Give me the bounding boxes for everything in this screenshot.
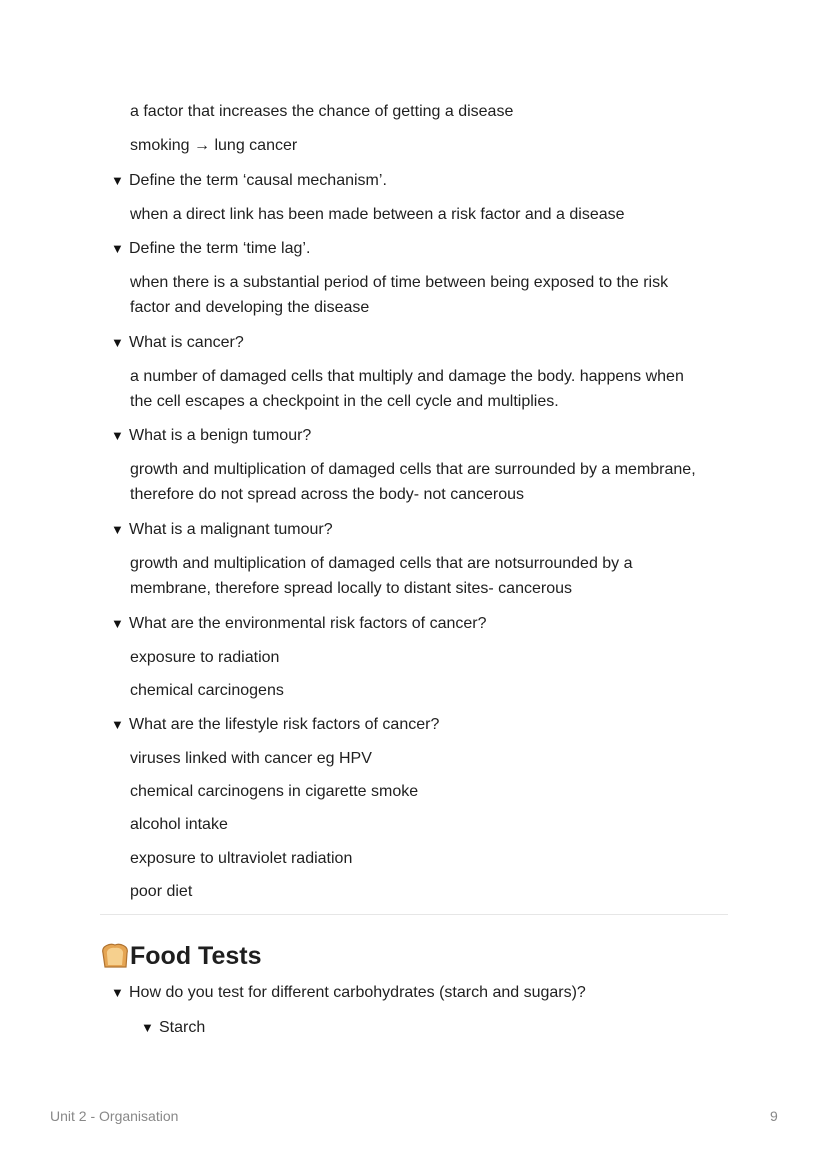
toggle-label: Define the term ‘time lag’. [129, 240, 311, 257]
answer-text: chemical carcinogens [130, 682, 284, 699]
toggle-label: Define the term ‘causal mechanism’. [129, 172, 387, 189]
answer-text: when there is a substantial period of time between being exposed to the risk [130, 274, 669, 291]
answer-text: when a direct link has been made between a risk factor and a disease [130, 206, 625, 223]
toggle-label: What is cancer? [129, 334, 244, 351]
answer-text: poor diet [130, 883, 193, 900]
answer-text: a factor that increases the chance of getting a disease [130, 103, 514, 120]
answer-text: a number of damaged cells that multiply and damage the body. happens when [130, 368, 684, 385]
bread-icon [100, 941, 130, 969]
footer-document-title: Unit 2 - Organisation [50, 1108, 179, 1124]
toggle-label: How do you test for different carbohydrates (starch and sugars)? [129, 984, 586, 1001]
answer-text: membrane, therefore spread locally to distant sites- cancerous [130, 580, 572, 597]
triangle-down-icon[interactable]: ▼ [111, 428, 124, 443]
answer-text: the cell escapes a checkpoint in the cell cycle and multiplies. [130, 393, 559, 410]
answer-text: factor and developing the disease [130, 299, 370, 316]
toggle-label: What is a benign tumour? [129, 427, 312, 444]
toggle-carbohydrate-tests[interactable] [111, 980, 586, 1005]
triangle-down-icon[interactable]: ▼ [111, 717, 124, 732]
toggle-what-is-cancer[interactable] [111, 330, 244, 355]
answer-text: smoking → lung cancer [130, 137, 298, 154]
toggle-environmental-risk-factors[interactable] [111, 611, 487, 636]
answer-text: exposure to ultraviolet radiation [130, 850, 353, 867]
toggle-starch[interactable] [141, 1015, 205, 1040]
toggle-causal-mechanism[interactable] [111, 168, 387, 193]
section-heading-text: Food Tests [130, 942, 262, 970]
triangle-down-icon[interactable]: ▼ [111, 985, 124, 1000]
triangle-down-icon[interactable]: ▼ [141, 1020, 154, 1035]
toggle-label: What are the environmental risk factors of cancer? [129, 615, 487, 632]
toggle-label: What are the lifestyle risk factors of cancer? [129, 716, 440, 733]
triangle-down-icon[interactable]: ▼ [111, 335, 124, 350]
triangle-down-icon[interactable]: ▼ [111, 616, 124, 631]
triangle-down-icon[interactable]: ▼ [111, 241, 124, 256]
answer-text: therefore do not spread across the body- not cancerous [130, 486, 525, 503]
answer-text: growth and multiplication of damaged cells that are notsurrounded by a [130, 555, 633, 572]
divider [100, 914, 728, 915]
section-heading [100, 939, 261, 973]
toggle-malignant-tumour[interactable] [111, 517, 333, 542]
triangle-down-icon[interactable]: ▼ [111, 522, 124, 537]
answer-text: alcohol intake [130, 816, 228, 833]
toggle-time-lag[interactable] [111, 236, 310, 261]
toggle-benign-tumour[interactable] [111, 423, 311, 448]
answer-text: viruses linked with cancer eg HPV [130, 750, 372, 767]
toggle-label: Starch [159, 1019, 206, 1036]
triangle-down-icon[interactable]: ▼ [111, 173, 124, 188]
answer-text: growth and multiplication of damaged cells that are surrounded by a membrane, [130, 461, 696, 478]
toggle-label: What is a malignant tumour? [129, 521, 333, 538]
footer-page-number: 9 [770, 1108, 778, 1124]
answer-text: chemical carcinogens in cigarette smoke [130, 783, 419, 800]
answer-text: exposure to radiation [130, 649, 280, 666]
toggle-lifestyle-risk-factors[interactable] [111, 712, 439, 737]
